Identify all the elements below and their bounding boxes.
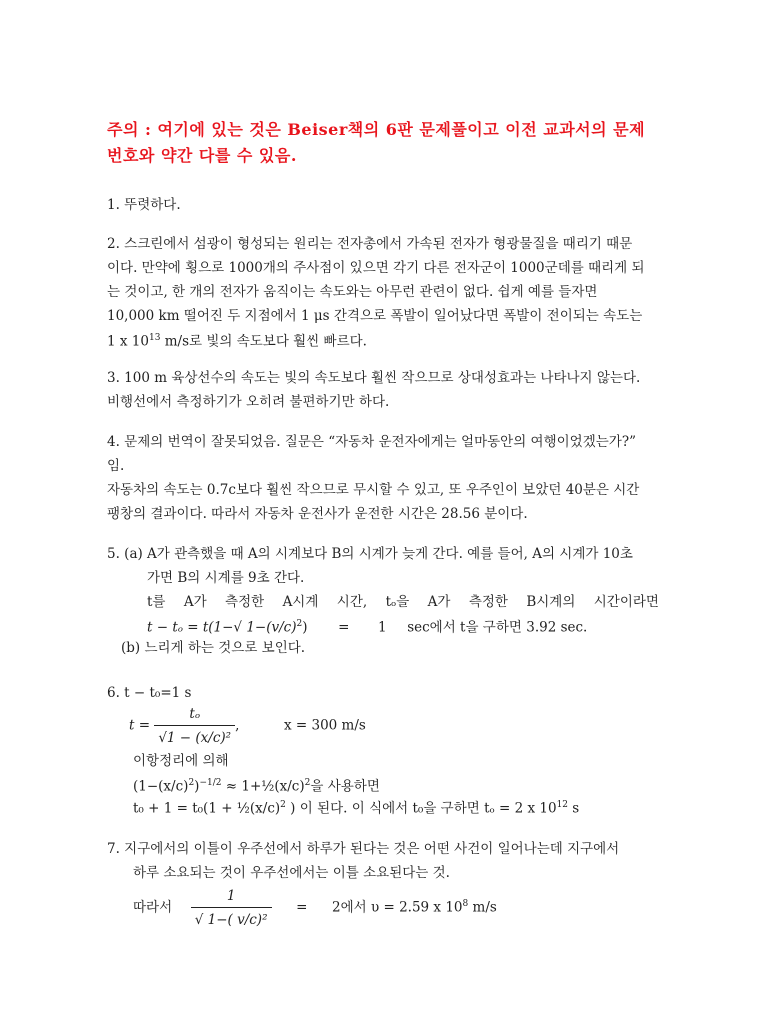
answer-1: 1. 뚜렷하다. [107, 197, 181, 213]
word: 측정한 [468, 594, 508, 610]
eq-left: t − tₒ = t(1−√ 1−(v/c) [147, 619, 297, 636]
word: t를 [147, 594, 166, 610]
fraction: $\frac{1}{\text{√ 1−( v/c)²}}$ [191, 886, 272, 930]
answer-5-line-2: 가면 B의 시계를 9초 간다. [147, 570, 305, 586]
answer-2-line-2: 이다. 만약에 횡으로 1000개의 주사점이 있으면 각기 다른 전자군이 1000군데를 때리게 되 [107, 260, 645, 276]
word: A가 [427, 594, 451, 610]
answer-2-line-3: 는 것이고, 한 개의 전자가 움직이는 속도와는 아무런 관련이 없다. 쉽게 예를 들자면 [107, 284, 598, 300]
x-value: x = 300 m/s [283, 717, 366, 734]
answer-5-line-3 [147, 593, 659, 611]
answer-3-line-1: 3. 100 m 육상선수의 속도는 빛의 속도보다 훨씬 작으므로 상대성효과는 나타나지 않는다. [107, 370, 641, 386]
fraction: $\frac{\text{tₒ}}{\text{√1 − (x/c)²}}$ [154, 704, 235, 748]
answer-2-line-4: 10,000 km 떨어진 두 지점에서 1 μs 간격으로 폭발이 일어났다면 폭발이 전이되는 속도는 [107, 308, 643, 324]
answer-5-line-5: (b) 느리게 하는 것으로 보인다. [121, 640, 306, 656]
answer-4-line-4: 팽창의 결과이다. 따라서 자동차 운전사가 운전한 시간은 28.56 분이다. [107, 506, 528, 522]
answer-2-line-5: 1 x $10^{13}$ m/s로 빛의 속도보다 훨씬 빠르다. [107, 333, 367, 350]
word: B시계의 [526, 594, 576, 610]
answer-4-line-3: 자동차의 속도는 0.7c보다 훨씬 작으므로 무시할 수 있고, 또 우주인이 보았던 40분은 시간 [107, 482, 640, 498]
answer-6-line-4: $(1-(x/c)^2)^{-1/2}$ ≈ $1+\frac{1}{2}(x/c)^2$을 사용하면 [133, 778, 380, 795]
answer-7-formula: 따라서 $\frac{1}{\text{√ 1−( v/c)²}}$ = 2에서 υ = 2.59 x $10^8$ m/s [133, 888, 497, 928]
answer-7-line-2: 하루 소요되는 것이 우주선에서는 이틀 소요된다는 것. [133, 865, 450, 881]
answer-5-equation: t − tₒ = t(1−√ $1-(v/c)^2) = 1$ sec에서 t을 구하면 3.92 sec. [147, 619, 588, 636]
word: A가 [183, 594, 207, 610]
word: 측정한 [225, 594, 265, 610]
word: tₒ을 [385, 594, 410, 610]
answer-2-line-1: 2. 스크린에서 섬광이 형성되는 원리는 전자총에서 가속된 전자가 형광물질을 때리기 때문 [107, 236, 633, 252]
answer-6-line-1: 6. t − t₀=1 s [107, 685, 192, 701]
answer-4-line-1: 4. 문제의 번역이 잘못되었음. 질문은 “자동차 운전자에게는 얼마동안의 여행이었겠는가?” [107, 434, 636, 450]
notice-line-2: 번호와 약간 다를 수 있음. [107, 146, 297, 165]
word: A시계 [282, 594, 319, 610]
answer-5-line-1: 5. (a) A가 관측했을 때 A의 시계보다 B의 시계가 늦게 간다. 예를 들어, A의 시계가 10초 [107, 546, 633, 562]
answer-6-line-5: $t_0 + 1 = t_0(1 + \frac{1}{2}(x/c)^2$ ) 이 된다. 이 식에서 t₀을 구하면 tₒ = 2 x $10^{12}$ s [133, 800, 580, 817]
notice-line-1: 주의 : 여기에 있는 것은 Beiser책의 6판 문제풀이고 이전 교과서의 문제 [107, 120, 646, 139]
answer-3-line-2: 비행선에서 측정하기가 오히려 불편하기만 하다. [107, 394, 390, 410]
answer-4-line-2: 임. [107, 458, 125, 474]
answer-7-line-1: 7. 지구에서의 이틀이 우주선에서 하루가 된다는 것은 어떤 사건이 일어나는데 지구에서 [107, 841, 620, 857]
answer-6-formula: t = $\frac{\text{tₒ}}{\text{√1 − (x/c)²}}$ , x = 300 m/s [129, 706, 366, 746]
answer-6-line-3: 이항정리에 의해 [133, 753, 229, 769]
word: 시간, [336, 594, 368, 610]
word: 시간이라면 [593, 594, 659, 610]
